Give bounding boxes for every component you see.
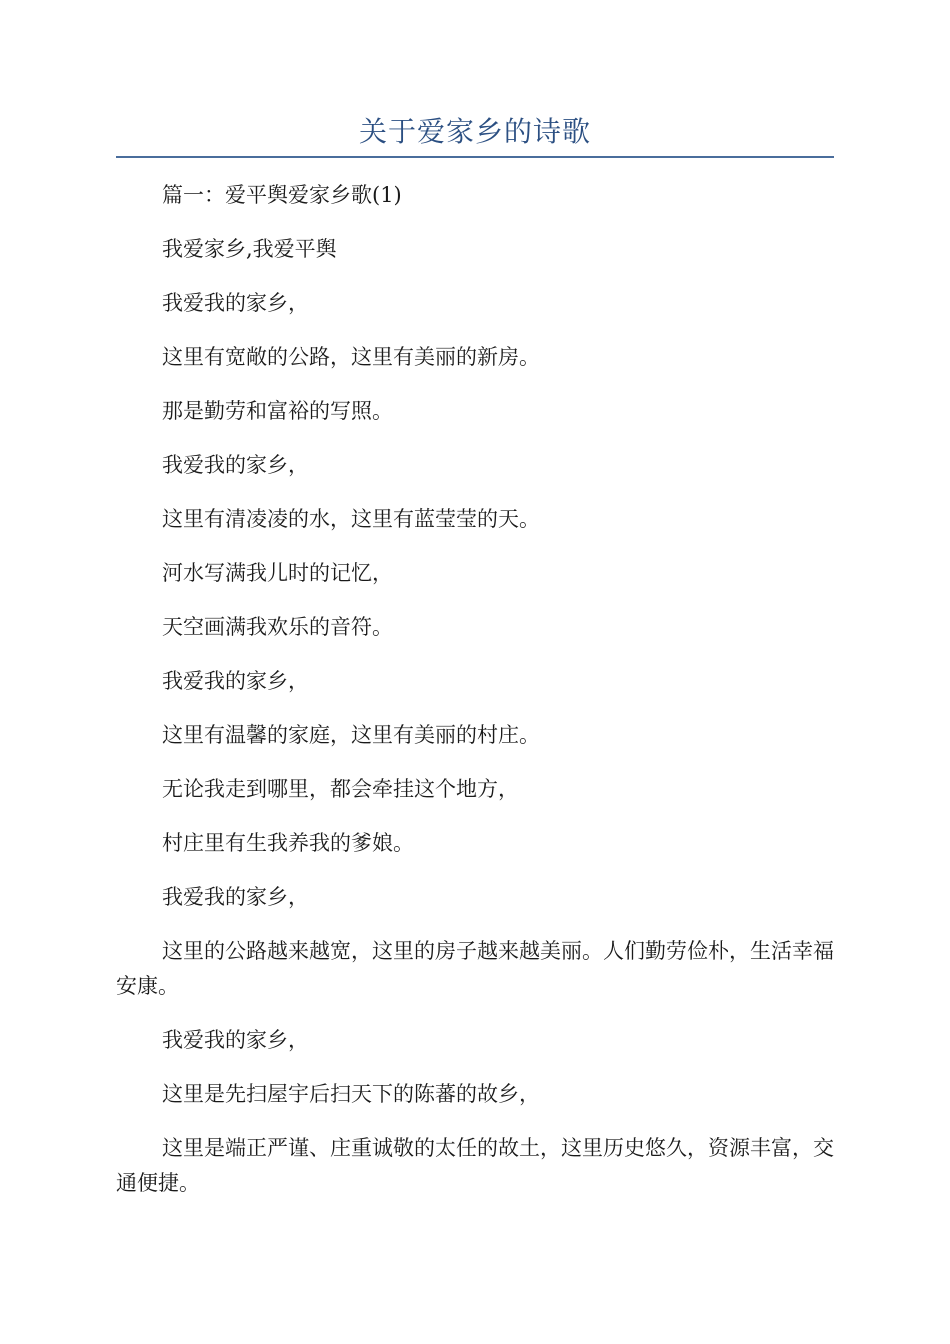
paragraph: 无论我走到哪里，都会牵挂这个地方， bbox=[162, 777, 519, 801]
paragraph: 这里有宽敞的公路，这里有美丽的新房。 bbox=[162, 345, 540, 369]
paragraph: 那是勤劳和富裕的写照。 bbox=[162, 399, 393, 423]
paragraph: 这里是先扫屋宇后扫天下的陈蕃的故乡， bbox=[162, 1082, 540, 1106]
paragraph: 我爱家乡,我爱平舆 bbox=[162, 237, 337, 261]
title-section bbox=[116, 0, 834, 158]
paragraph: 村庄里有生我养我的爹娘。 bbox=[162, 831, 414, 855]
document-title: 关于爱家乡的诗歌 bbox=[358, 115, 591, 148]
paragraph: 这里有清凌凌的水，这里有蓝莹莹的天。 bbox=[162, 507, 540, 531]
paragraph-section-heading: 篇一：爱平舆爱家乡歌(1) bbox=[162, 183, 402, 207]
paragraph: 这里是端正严谨、庄重诚敬的太任的故土，这里历史悠久，资源丰富，交通便捷。 bbox=[116, 1136, 834, 1195]
paragraph: 这里有温馨的家庭，这里有美丽的村庄。 bbox=[162, 723, 540, 747]
paragraph: 我爱我的家乡， bbox=[162, 885, 309, 909]
paragraph: 河水写满我儿时的记忆， bbox=[162, 561, 393, 585]
paragraph: 我爱我的家乡， bbox=[162, 1028, 309, 1052]
paragraph: 天空画满我欢乐的音符。 bbox=[162, 615, 393, 639]
paragraph: 我爱我的家乡， bbox=[162, 453, 309, 477]
document-body bbox=[116, 178, 834, 1201]
paragraph: 我爱我的家乡， bbox=[162, 669, 309, 693]
paragraph: 我爱我的家乡， bbox=[162, 291, 309, 315]
paragraph: 这里的公路越来越宽，这里的房子越来越美丽。人们勤劳俭朴，生活幸福安康。 bbox=[116, 939, 834, 998]
